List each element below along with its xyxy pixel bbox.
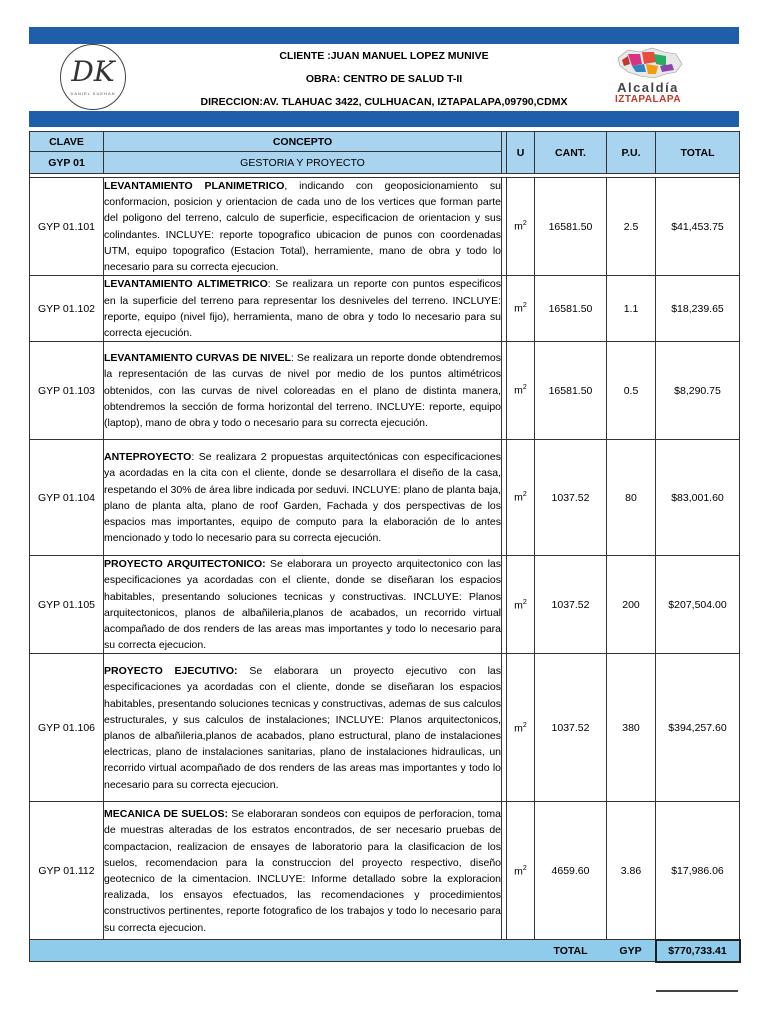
row-concept bbox=[104, 802, 502, 940]
row-pu: 3.86 bbox=[607, 802, 656, 940]
footer-rule bbox=[656, 990, 738, 992]
row-pu: 380 bbox=[607, 654, 656, 802]
row-clave: GYP 01.102 bbox=[30, 276, 104, 342]
row-total: $394,257.60 bbox=[656, 654, 740, 802]
address-line: DIRECCION:AV. TLAHUAC 3422, CULHUACAN, IZTAPALAPA,09790,CDMX bbox=[200, 96, 568, 108]
row-clave: GYP 01.105 bbox=[30, 556, 104, 654]
row-concept bbox=[104, 440, 502, 556]
row-concept bbox=[104, 654, 502, 802]
row-concept bbox=[104, 178, 502, 276]
row-description: Se elaborara un proyecto arquitectonico con las especificaciones ya acordadas con el cliente, donde se diseñaran los espacios habitables, presentando soluciones tecnicas y constructivas. INCLUYE: Planos arquitectonicos, planos de albañileria,planos de acabados, un recorrido virtual acompañado de dos renders de las areas mas importantes y todo lo necesario para su correcta ejecucion. bbox=[104, 558, 501, 652]
row-title: LEVANTAMIENTO CURVAS DE NIVEL bbox=[104, 352, 291, 365]
row-concept bbox=[104, 556, 502, 654]
row-cant: 1037.52 bbox=[535, 556, 607, 654]
header-bottom-bar bbox=[29, 111, 739, 127]
logo-subtitle: DANIEL KUEHAN bbox=[70, 91, 116, 96]
row-pu: 2.5 bbox=[607, 178, 656, 276]
row-clave: GYP 01.103 bbox=[30, 342, 104, 440]
table-row bbox=[30, 342, 740, 440]
row-title: PROYECTO ARQUITECTONICO: bbox=[104, 558, 266, 571]
table-row bbox=[30, 276, 740, 342]
group-code: GYP 01 bbox=[30, 152, 104, 174]
row-pu: 200 bbox=[607, 556, 656, 654]
alcaldia-label: Alcaldía bbox=[617, 80, 679, 95]
row-unit: $m^2$ bbox=[507, 178, 535, 276]
row-unit: $m^2$ bbox=[507, 440, 535, 556]
total-row bbox=[30, 940, 740, 962]
logo-monogram: DK bbox=[71, 55, 115, 88]
row-clave: GYP 01.112 bbox=[30, 802, 104, 940]
row-title: PROYECTO EJECUTIVO: bbox=[104, 665, 238, 678]
column-header-pu: P.U. bbox=[607, 132, 656, 174]
row-title: ANTEPROYECTO bbox=[104, 451, 192, 464]
group-name: GESTORIA Y PROYECTO bbox=[104, 152, 502, 174]
row-unit: $m^2$ bbox=[507, 654, 535, 802]
row-cant: 16581.50 bbox=[535, 276, 607, 342]
row-description: Se elaborara un proyecto ejecutivo con las especificaciones ya acordadas con el cliente, donde se diseñaran los espacios habitables, presentando soluciones tecnicas y constructivas, ademas de sus calculos estructurales, y sus calculos de instalaciones; INCLUYE: Planos arquitectonicos, planos de albañileria,planos de acabados, plano estructural, plano de instalaciones electricas, plano de instalaciones sanitarias, plano de instalaciones hidraulicas, un recorrido virtual acompañado de dos renders de las areas mas importantes y todo lo necesario para su correcta ejecucion. bbox=[104, 665, 501, 791]
client-line: CLIENTE :JUAN MANUEL LOPEZ MUNIVE bbox=[279, 50, 489, 62]
row-total: $17,986.06 bbox=[656, 802, 740, 940]
table-row bbox=[30, 178, 740, 276]
row-clave: GYP 01.104 bbox=[30, 440, 104, 556]
row-unit: $m^2$ bbox=[507, 276, 535, 342]
company-logo bbox=[60, 44, 126, 110]
row-cant: 16581.50 bbox=[535, 178, 607, 276]
row-unit: $m^2$ bbox=[507, 342, 535, 440]
alcaldia-logo bbox=[606, 44, 690, 110]
row-pu: 0.5 bbox=[607, 342, 656, 440]
row-cant: 4659.60 bbox=[535, 802, 607, 940]
row-cant: 1037.52 bbox=[535, 654, 607, 802]
row-unit: $m^2$ bbox=[507, 556, 535, 654]
column-header-clave: CLAVE bbox=[30, 132, 104, 152]
table-row bbox=[30, 440, 740, 556]
row-description: , indicando con geoposicionamiento su conformacion, posicion y orientacion de cada uno de los vertices que forman parte del poligono del terreno, calculo de superficie, especificacion de orientacion y sus colindantes. INCLUYE: reporte topografico ubicacion de punos con coordenadas UTM, equipo topografico (Estacion Total), herramiente, mano de obra y todo lo necesario para su correcta ejecucion. bbox=[104, 180, 501, 274]
row-clave: GYP 01.101 bbox=[30, 178, 104, 276]
row-title: LEVANTAMIENTO PLANIMETRICO bbox=[104, 180, 285, 192]
column-header-total: TOTAL bbox=[656, 132, 740, 174]
column-header-u: U bbox=[507, 132, 535, 174]
row-description: : Se realizara un reporte con puntos especificos en la superficie del terreno para representar los desniveles del terreno. INCLUYE: reporte, equipo (nivel fijo), herramienta, mano de obra y todo lo necesario para su correcta ejecución. bbox=[104, 278, 502, 339]
column-header-concepto: CONCEPTO bbox=[104, 132, 502, 152]
total-amount: $770,733.41 bbox=[656, 940, 740, 962]
total-label: TOTAL bbox=[535, 940, 607, 962]
table-row bbox=[30, 556, 740, 654]
row-concept bbox=[104, 276, 502, 342]
table-row bbox=[30, 802, 740, 940]
iztapalapa-label: IZTAPALAPA bbox=[614, 94, 682, 105]
row-cant: 16581.50 bbox=[535, 342, 607, 440]
row-total: $8,290.75 bbox=[656, 342, 740, 440]
table-row bbox=[30, 654, 740, 802]
row-description: Se elaboraran sondeos con equipos de perforacion, toma de muestras alteradas de los estratos encontrados, de ser necesario pruebas de compactacion, realizacion de ensayes de laboratorio para la clasificacion de los suelos, recomendacion para la construccion del proyecto respectivo, diseño geotecnico de la cimentacion. INCLUYE: Informe detallado sobre la exploracion realizada, los ensayos efectuados, las recomendaciones y procedimientos constructivos pertinentes, reporte fotografico de los trabajos y todo lo necesario para su correcta ejecucion. bbox=[104, 808, 501, 934]
row-total: $18,239.65 bbox=[656, 276, 740, 342]
row-cant: 1037.52 bbox=[535, 440, 607, 556]
row-title: MECANICA DE SUELOS: bbox=[104, 808, 228, 821]
row-description: : Se realizara 2 propuestas arquitectónicas con especificaciones ya acordadas en la cita con el cliente, donde se desarrollara el diseño de la casa, respetando el 30% de área libre indicada por seduvi. INCLUYE: plano de planta baja, plano de planta alta, plano de roof Garden, Fachada y dos perspectivas de los espacios mas importantes, equipo de computo para la elaboración de lo antes mencionado y todo lo necesario para su correcta ejecución. bbox=[104, 451, 501, 545]
row-description: : Se realizara un reporte donde obtendremos la representación de las curvas de nivel por medio de los puntos altimétricos obtenidos, con las curvas de nivel coloreadas en el plano de distinta manera, obtendremos la sección de forma horizontal del terreno. INCLUYE: reporte, equipo (laptop), mano de obra y todo o necesario para su correcta ejecución. bbox=[104, 352, 501, 430]
row-total: $41,453.75 bbox=[656, 178, 740, 276]
row-unit: $m^2$ bbox=[507, 802, 535, 940]
row-pu: 1.1 bbox=[607, 276, 656, 342]
budget-table bbox=[29, 131, 741, 963]
row-concept bbox=[104, 342, 502, 440]
row-pu: 80 bbox=[607, 440, 656, 556]
column-header-cant: CANT. bbox=[535, 132, 607, 174]
row-clave: GYP 01.106 bbox=[30, 654, 104, 802]
total-group-code: GYP bbox=[607, 940, 656, 962]
alcaldia-map-icon bbox=[606, 44, 690, 84]
header-top-bar bbox=[29, 27, 739, 44]
row-total: $207,504.00 bbox=[656, 556, 740, 654]
row-title: LEVANTAMIENTO ALTIMETRICO bbox=[104, 278, 268, 291]
project-line: OBRA: CENTRO DE SALUD T-II bbox=[305, 73, 463, 85]
row-total: $83,001.60 bbox=[656, 440, 740, 556]
